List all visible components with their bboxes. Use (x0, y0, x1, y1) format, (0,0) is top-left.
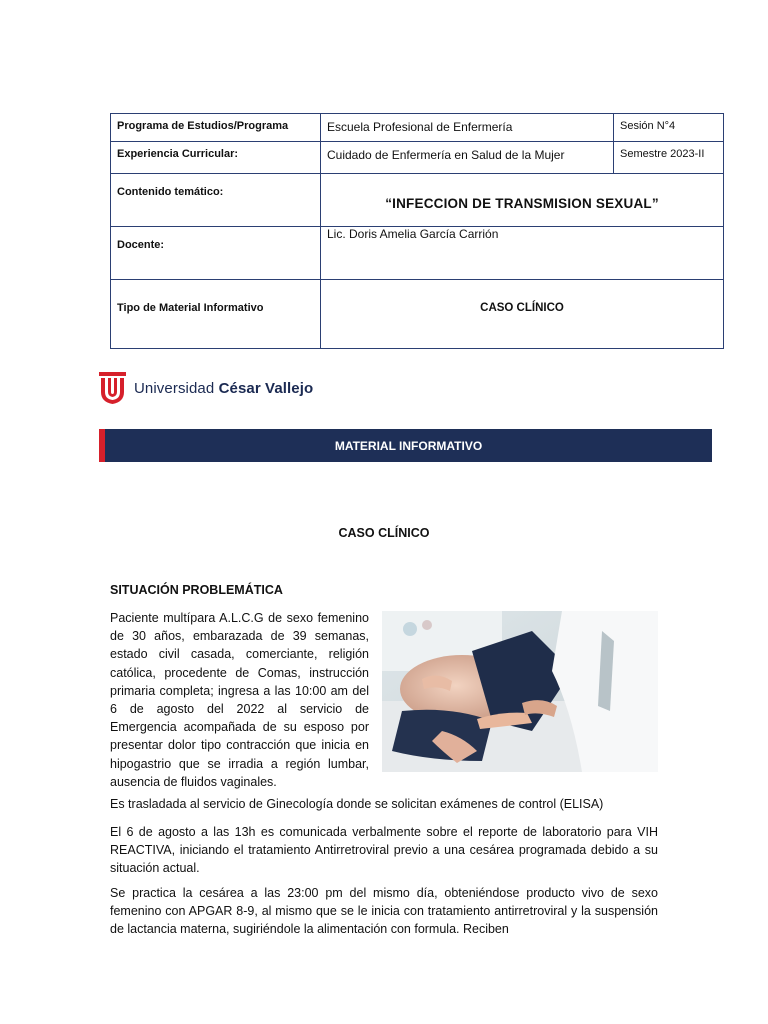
course-info-table (110, 113, 724, 349)
university-name (134, 380, 313, 397)
university-shield-icon (99, 372, 126, 404)
topic-label-cell (111, 174, 321, 227)
banner-title: MATERIAL INFORMATIVO (334, 439, 483, 453)
semester-cell (614, 142, 724, 174)
material-type-value: CASO CLÍNICO (480, 302, 564, 314)
case-title: CASO CLÍNICO (338, 526, 430, 540)
teacher-value-cell (321, 227, 724, 280)
semester-value: Semestre 2023-II (620, 148, 705, 160)
university-logo (99, 372, 313, 404)
program-label: Programa de Estudios/Programa (117, 120, 289, 132)
material-type-value-cell (321, 280, 724, 349)
material-type-label: Tipo de Material Informativo (117, 302, 264, 314)
teacher-label: Docente: (117, 239, 165, 251)
topic-label: Contenido temático: (117, 186, 224, 198)
topic-value: “INFECCION DE TRANSMISION SEXUAL” (385, 196, 659, 211)
material-type-label-cell (111, 280, 321, 349)
curricular-value: Cuidado de Enfermería en Salud de la Mujer (327, 148, 565, 162)
university-name-bold: César Vallejo (218, 379, 314, 397)
teacher-value: Lic. Doris Amelia García Carrión (327, 227, 499, 241)
pregnant-patient-photo (382, 611, 658, 772)
curricular-value-cell (321, 142, 614, 174)
university-name-regular: Universidad (134, 379, 215, 397)
program-value: Escuela Profesional de Enfermería (327, 120, 513, 134)
case-paragraph-4: Se practica la cesárea a las 23:00 pm del mismo día, obteniéndose producto vivo de sexo femenino con APGAR 8-9, al mismo que se le inicia con tratamiento antirretroviral y la suspensión de lactancia materna, sugiriéndole la alimentación con formula. Reciben (110, 886, 658, 937)
program-label-cell (111, 114, 321, 142)
curricular-label-cell (111, 142, 321, 174)
material-banner (99, 429, 712, 462)
session-value: Sesión N°4 (620, 120, 676, 132)
case-paragraph-3: El 6 de agosto a las 13h es comunicada verbalmente sobre el reporte de laboratorio para VIH REACTIVA, iniciando el tratamiento Antirretroviral previo a una cesárea programada debido a su situación actual. (110, 825, 658, 876)
teacher-label-cell (111, 227, 321, 280)
section-title: SITUACIÓN PROBLEMÁTICA (110, 583, 283, 597)
case-paragraph-1: Paciente multípara A.L.C.G de sexo femenino de 30 años, embarazada de 39 semanas, estado civil casada, comerciante, religión católica, procedente de Comas, instrucción primaria completa; ingresa a las 10:00 am del 6 de agosto del 2022 al servicio de Emergencia acompañada de su esposo por presentar dolor tipo contracción que inicia en hipogastrio que se irradia a región lumbar, ausencia de fluidos vaginales. (110, 611, 369, 789)
session-cell (614, 114, 724, 142)
curricular-label: Experiencia Curricular: (117, 148, 239, 160)
topic-value-cell (321, 174, 724, 227)
case-paragraph-2: Es trasladada al servicio de Ginecología donde se solicitan exámenes de control (ELISA) (110, 797, 604, 811)
program-value-cell (321, 114, 614, 142)
